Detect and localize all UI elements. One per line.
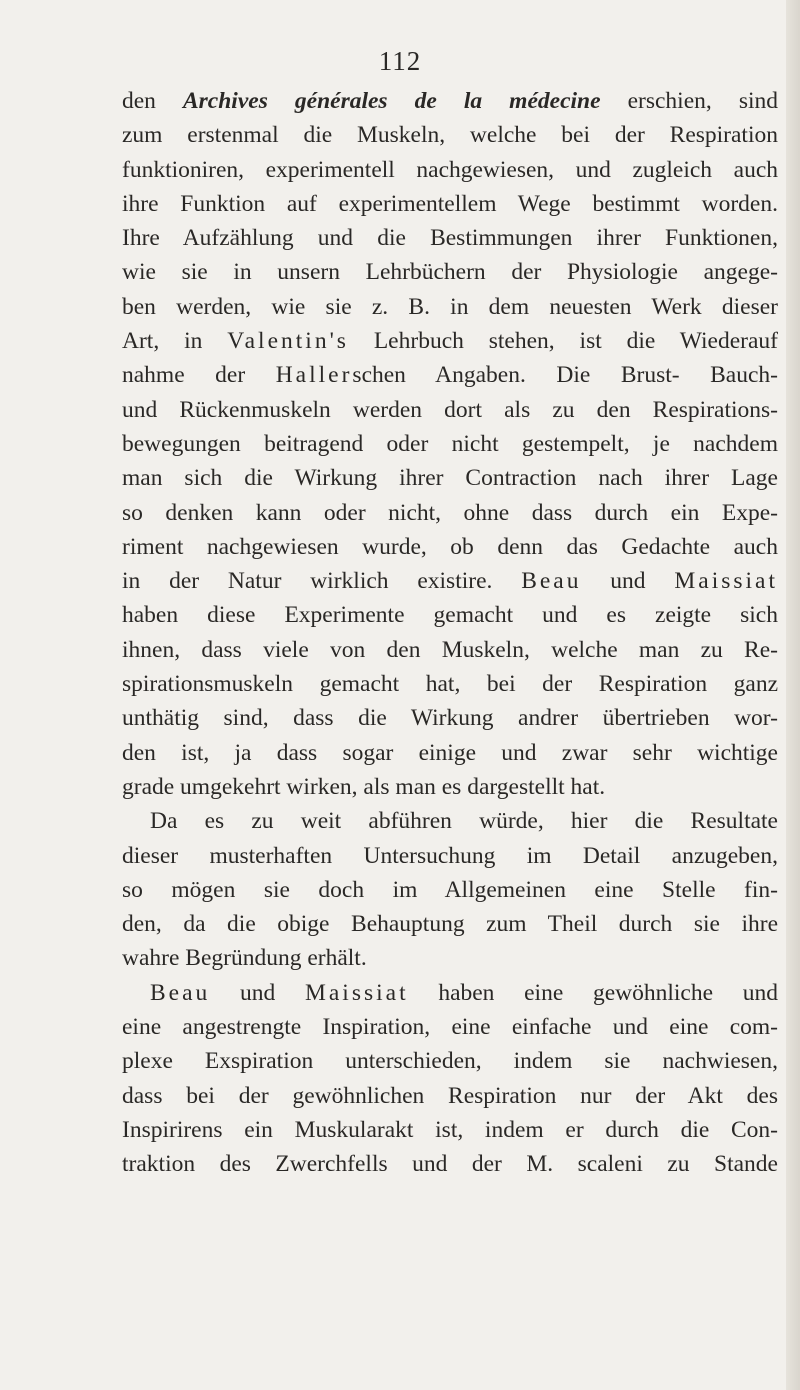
text-fragment: ihre Funktion auf experimentellem Wege bestimmt worden. bbox=[122, 190, 778, 217]
spaced-name: Beau bbox=[150, 979, 211, 1006]
text-line bbox=[122, 667, 778, 701]
page-number: 112 bbox=[378, 46, 422, 76]
text-fragment: spirationsmuskeln gemacht hat, bei der Respiration ganz bbox=[122, 671, 778, 698]
text-line bbox=[122, 770, 778, 804]
spaced-name: Haller bbox=[275, 362, 353, 389]
text-fragment: dass bei der gewöhnlichen Respiration nur der Akt des bbox=[122, 1082, 778, 1109]
text-line bbox=[122, 1044, 778, 1078]
text-fragment: und bbox=[581, 568, 675, 595]
text-line bbox=[122, 1010, 778, 1044]
text-fragment: haben diese Experimente gemacht und es zeigte sich bbox=[122, 602, 778, 629]
text-line bbox=[122, 633, 778, 667]
text-fragment: Ihre Aufzählung und die Bestimmungen ihrer Funktionen, bbox=[122, 225, 778, 252]
text-fragment: und Rückenmuskeln werden dort als zu den Respirations- bbox=[122, 396, 778, 423]
text-line bbox=[122, 255, 778, 289]
text-line bbox=[122, 358, 778, 392]
page-edge bbox=[786, 0, 800, 1390]
text-line bbox=[122, 427, 778, 461]
text-fragment: riment nachgewiesen wurde, ob denn das Gedachte auch bbox=[122, 533, 778, 560]
text-line bbox=[122, 118, 778, 152]
text-fragment: so mögen sie doch im Allgemeinen eine Stelle fin- bbox=[122, 876, 778, 903]
text-fragment: Inspirirens ein Muskularakt ist, indem er durch die Con- bbox=[122, 1116, 778, 1143]
italic-title: Archives générales de la médecine bbox=[182, 88, 601, 114]
text-fragment: plexe Exspiration unterschieden, indem sie nachwiesen, bbox=[122, 1048, 778, 1075]
text-line bbox=[122, 290, 778, 324]
text-fragment: in der Natur wirklich existire. bbox=[122, 568, 522, 595]
text-line bbox=[122, 530, 778, 564]
body-text bbox=[122, 84, 778, 1182]
text-line bbox=[122, 461, 778, 495]
text-fragment: Lehrbuch stehen, ist die Wiederauf bbox=[348, 328, 779, 355]
spaced-name: Maissiat bbox=[674, 568, 779, 595]
text-fragment: dieser musterhaften Untersuchung im Detail anzugeben, bbox=[122, 842, 778, 869]
text-fragment: so denken kann oder nicht, ohne dass durch ein Expe- bbox=[122, 499, 778, 526]
text-fragment: wie sie in unsern Lehrbüchern der Physiologie angege- bbox=[122, 259, 778, 286]
text-line bbox=[122, 221, 778, 255]
text-fragment: zum erstenmal die Muskeln, welche bei der Respiration bbox=[122, 122, 778, 149]
text-fragment: wahre Begründung erhält. bbox=[122, 945, 367, 972]
spaced-name: Maissiat bbox=[304, 979, 409, 1006]
spaced-name: Valentin's bbox=[227, 328, 349, 355]
text-fragment: Art, in bbox=[122, 328, 228, 355]
text-line bbox=[122, 1147, 778, 1181]
text-fragment: den bbox=[122, 88, 183, 114]
text-fragment: ihnen, dass viele von den Muskeln, welche man zu Re- bbox=[122, 636, 778, 663]
text-fragment: traktion des Zwerchfells und der M. scaleni zu Stande bbox=[122, 1151, 778, 1178]
text-line bbox=[122, 1113, 778, 1147]
text-line bbox=[122, 84, 778, 118]
text-line bbox=[122, 1079, 778, 1113]
text-fragment: den, da die obige Behauptung zum Theil durch sie ihre bbox=[122, 911, 778, 938]
text-line bbox=[122, 393, 778, 427]
text-line bbox=[122, 324, 778, 358]
text-fragment: unthätig sind, dass die Wirkung andrer übertrieben wor- bbox=[122, 705, 778, 732]
text-line bbox=[122, 873, 778, 907]
spaced-name: Beau bbox=[521, 568, 582, 595]
text-line bbox=[122, 187, 778, 221]
text-line bbox=[122, 736, 778, 770]
text-fragment: schen Angaben. Die Brust- Bauch- bbox=[352, 362, 778, 389]
text-line bbox=[122, 564, 778, 598]
text-fragment: nahme der bbox=[122, 362, 276, 389]
text-line bbox=[122, 701, 778, 735]
text-fragment: erschien, sind bbox=[600, 88, 778, 114]
text-line bbox=[122, 941, 778, 975]
text-line bbox=[122, 496, 778, 530]
text-fragment: und bbox=[210, 979, 305, 1006]
text-fragment: eine angestrengte Inspiration, eine einfache und eine com- bbox=[122, 1014, 778, 1041]
text-fragment: Da es zu weit abführen würde, hier die Resultate bbox=[150, 808, 778, 835]
text-line bbox=[122, 839, 778, 873]
text-fragment: ben werden, wie sie z. B. in dem neuesten Werk dieser bbox=[122, 293, 778, 320]
text-line bbox=[122, 153, 778, 187]
text-fragment: grade umgekehrt wirken, als man es dargestellt hat. bbox=[122, 773, 606, 800]
text-line bbox=[122, 804, 778, 838]
text-fragment: haben eine gewöhnliche und bbox=[408, 979, 779, 1006]
text-fragment: bewegungen beitragend oder nicht gestempelt, je nachdem bbox=[122, 430, 778, 457]
text-fragment: funktioniren, experimentell nachgewiesen, und zugleich auch bbox=[122, 156, 778, 183]
text-line bbox=[122, 907, 778, 941]
text-fragment: den ist, ja dass sogar einige und zwar sehr wichtige bbox=[122, 739, 778, 766]
text-line bbox=[122, 976, 778, 1010]
text-line bbox=[122, 598, 778, 632]
text-fragment: man sich die Wirkung ihrer Contraction nach ihrer Lage bbox=[122, 465, 778, 492]
